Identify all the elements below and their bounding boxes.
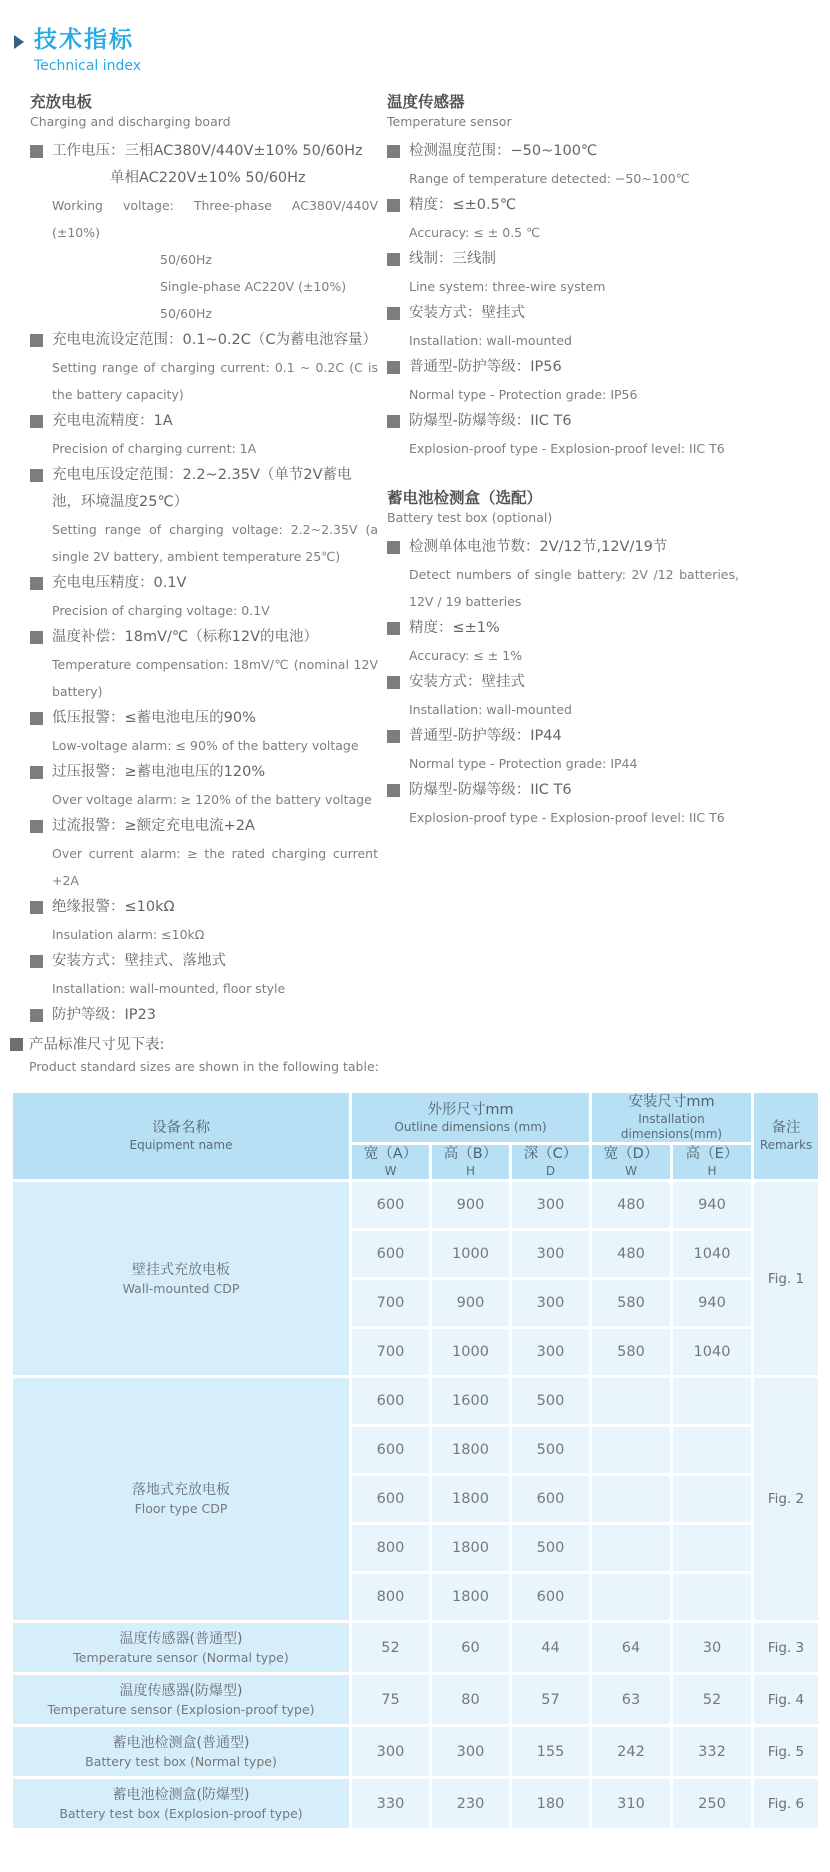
spec-line: [30, 516, 378, 570]
spec-text: 充电电流精度：1A: [52, 413, 173, 429]
col-width-d-header: [591, 1144, 672, 1181]
col-height-b-cn: 高（B）: [443, 1146, 498, 1162]
spec-text: 过压报警：≥蓄电池电压的120%: [52, 764, 266, 780]
col-height-e-cn: 高（E）: [685, 1146, 739, 1162]
table-note-cn-text: 产品标准尺寸见下表:: [29, 1037, 165, 1053]
square-bullet-icon: [30, 820, 43, 833]
square-bullet-icon: [387, 145, 400, 158]
spec-line: [30, 354, 378, 408]
spec-text: Range of temperature detected: −50~100℃: [409, 171, 690, 186]
dimension-cell: [672, 1377, 753, 1426]
square-bullet-icon: [30, 766, 43, 779]
col-height-b-en: H: [465, 1164, 476, 1178]
equipment-name-en: Wall-mounted CDP: [122, 1280, 240, 1296]
equipment-name-cn: 蓄电池检测盒(防爆型): [112, 1786, 250, 1803]
spec-line: [30, 462, 378, 516]
dimension-cell: 60: [431, 1622, 511, 1674]
dimension-cell: [591, 1377, 672, 1426]
spec-line: [387, 669, 739, 696]
spec-text: 50/60Hz: [160, 252, 212, 267]
spec-line: [387, 561, 739, 615]
dimension-cell: [591, 1573, 672, 1622]
dimension-cell: 1800: [431, 1475, 511, 1524]
spec-line: [387, 696, 739, 723]
square-bullet-icon: [30, 631, 43, 644]
equipment-name-cn: 温度传感器(防爆型): [119, 1682, 243, 1699]
dimension-cell: 800: [351, 1573, 431, 1622]
dimension-cell: 30: [672, 1622, 753, 1674]
spec-text: Detect numbers of single battery: 2V /12 batteries, 12V / 19 batteries: [409, 567, 739, 609]
spec-text: 普通型-防护等级：IP44: [409, 728, 562, 744]
spec-line: [387, 354, 739, 381]
spec-line: [30, 570, 378, 597]
dimension-cell: 600: [351, 1377, 431, 1426]
section-title-en: Charging and discharging board: [30, 114, 231, 129]
remark-cell: Fig. 3: [753, 1622, 820, 1674]
spec-section: [387, 92, 739, 462]
remarks-header-en: Remarks: [759, 1138, 813, 1152]
spec-text: 安装方式：壁挂式、落地式: [52, 953, 226, 969]
section-title-cn: 充放电板: [30, 93, 93, 111]
equipment-name-cell: [12, 1726, 351, 1778]
table-note-en: Product standard sizes are shown in the following table:: [29, 1059, 379, 1074]
equipment-name-en: Temperature sensor (Normal type): [73, 1649, 289, 1665]
spec-line: [387, 219, 739, 246]
spec-text: Accuracy: ≤ ± 1%: [409, 648, 523, 663]
dimension-cell: 64: [591, 1622, 672, 1674]
spec-text: Setting range of charging voltage: 2.2~2.35V (a single 2V battery, ambient temperature 25℃): [52, 522, 378, 564]
spec-text: 精度：≤±1%: [409, 620, 500, 636]
installation-dimensions-header-en: Installation dimensions(mm): [620, 1112, 723, 1141]
spec-line: [30, 1002, 378, 1028]
spec-line: [387, 273, 739, 300]
table-note: [0, 1034, 830, 1077]
dimension-cell: 310: [591, 1778, 672, 1830]
square-bullet-icon: [30, 145, 43, 158]
square-bullet-icon: [30, 712, 43, 725]
spec-line: [387, 246, 739, 273]
dimension-cell: 600: [351, 1230, 431, 1279]
page-title: 技术指标: [34, 27, 134, 53]
spec-line: [30, 948, 378, 975]
spec-line: [30, 813, 378, 840]
equipment-name-cn: 温度传感器(普通型): [119, 1630, 243, 1647]
dimension-cell: 480: [591, 1230, 672, 1279]
spec-line: [30, 165, 378, 192]
spec-line: [30, 921, 378, 948]
outline-dimensions-header: [351, 1092, 591, 1144]
page-header: [0, 0, 830, 76]
spec-line: [30, 975, 378, 1002]
dimension-cell: 300: [511, 1181, 591, 1230]
equipment-name-en: Battery test box (Normal type): [85, 1753, 277, 1769]
square-bullet-icon: [30, 1009, 43, 1022]
spec-text: 充电电流设定范围：0.1~0.2C（C为蓄电池容量）: [52, 332, 378, 348]
spec-text: 精度：≤±0.5℃: [409, 197, 517, 213]
spec-line: [387, 750, 739, 777]
spec-text: Normal type - Protection grade: IP44: [409, 756, 638, 771]
square-bullet-icon: [387, 199, 400, 212]
equipment-name-cn: 壁挂式充放电板: [132, 1261, 230, 1278]
spec-line: [387, 642, 739, 669]
spec-line: [387, 381, 739, 408]
spec-line: [30, 192, 378, 246]
dimension-cell: 330: [351, 1778, 431, 1830]
spec-text: 普通型-防护等级：IP56: [409, 359, 562, 375]
spec-text: Explosion-proof type - Explosion-proof level: IIC T6: [409, 441, 725, 456]
spec-text: 线制：三线制: [409, 251, 496, 267]
installation-dimensions-header-cn: 安装尺寸mm: [628, 1094, 715, 1110]
spec-line: [387, 615, 739, 642]
square-bullet-icon: [387, 415, 400, 428]
spec-line: [30, 651, 378, 705]
dimension-cell: 332: [672, 1726, 753, 1778]
dimension-cell: 900: [431, 1181, 511, 1230]
spec-text: Normal type - Protection grade: IP56: [409, 387, 638, 402]
size-table-body: [12, 1181, 820, 1830]
dimension-cell: 500: [511, 1426, 591, 1475]
spec-column-right: [387, 92, 739, 1028]
spec-text: 防爆型-防爆等级：IIC T6: [409, 413, 572, 429]
col-depth-c-cn: 深（C）: [523, 1146, 578, 1162]
spec-text: 工作电压：三相AC380V/440V±10% 50/60Hz: [52, 143, 363, 159]
dimension-cell: [672, 1573, 753, 1622]
remark-cell: Fig. 1: [753, 1181, 820, 1377]
dimension-cell: 250: [672, 1778, 753, 1830]
table-row: [12, 1778, 820, 1830]
spec-text: Working voltage: Three-phase AC380V/440V (±10%): [52, 198, 378, 240]
equipment-name-cn: 落地式充放电板: [132, 1482, 230, 1498]
dimension-cell: [672, 1426, 753, 1475]
spec-line: [387, 138, 739, 165]
dimension-cell: 1000: [431, 1328, 511, 1377]
dimension-cell: 1040: [672, 1328, 753, 1377]
dimension-cell: 300: [511, 1230, 591, 1279]
title-block: [34, 26, 141, 76]
spec-text: 单相AC220V±10% 50/60Hz: [110, 170, 306, 186]
size-table: [10, 1090, 821, 1831]
spec-text: Temperature compensation: 18mV/℃ (nominal 12V battery): [52, 657, 378, 699]
dimension-cell: 600: [351, 1181, 431, 1230]
dimension-cell: 63: [591, 1674, 672, 1726]
col-depth-c-header: [511, 1144, 591, 1181]
spec-line: [30, 840, 378, 894]
spec-text: 检测单体电池节数：2V/12节,12V/19节: [409, 539, 668, 555]
arrow-right-icon: [14, 35, 24, 49]
installation-dimensions-header: [591, 1092, 753, 1144]
dimension-cell: 300: [351, 1726, 431, 1778]
spec-text: 安装方式：壁挂式: [409, 674, 525, 690]
table-row: [12, 1674, 820, 1726]
spec-text: Insulation alarm: ≤10kΩ: [52, 927, 205, 942]
dimension-cell: 1800: [431, 1524, 511, 1573]
equipment-name-cell: [12, 1181, 351, 1377]
dimension-cell: 52: [672, 1674, 753, 1726]
remarks-header-cn: 备注: [771, 1120, 801, 1136]
spec-text: Over voltage alarm: ≥ 120% of the battery voltage: [52, 792, 372, 807]
dimension-cell: 1000: [431, 1230, 511, 1279]
equipment-name-cn: 蓄电池检测盒(普通型): [112, 1734, 250, 1751]
spec-text: Accuracy: ≤ ± 0.5 ℃: [409, 225, 541, 240]
dimension-cell: 300: [511, 1279, 591, 1328]
square-bullet-icon: [30, 955, 43, 968]
square-bullet-icon: [387, 541, 400, 554]
equipment-name-cell: [12, 1377, 351, 1622]
outline-dimensions-header-cn: 外形尺寸mm: [427, 1101, 514, 1118]
square-bullet-icon: [387, 253, 400, 266]
section-title-en: Battery test box (optional): [387, 510, 553, 525]
remark-cell: Fig. 5: [753, 1726, 820, 1778]
col-width-a-header: [351, 1144, 431, 1181]
spec-text: 防爆型-防爆等级：IIC T6: [409, 782, 572, 798]
square-bullet-icon: [387, 361, 400, 374]
table-row: [12, 1181, 820, 1230]
spec-text: 充电电压精度：0.1V: [52, 575, 187, 591]
equipment-name-cell: [12, 1622, 351, 1674]
col-height-b-header: [431, 1144, 511, 1181]
spec-line: [387, 165, 739, 192]
dimension-cell: 600: [511, 1475, 591, 1524]
dimension-cell: [672, 1475, 753, 1524]
remark-cell: Fig. 2: [753, 1377, 820, 1622]
remark-cell: Fig. 4: [753, 1674, 820, 1726]
equipment-name-en: Battery test box (Explosion-proof type): [59, 1805, 303, 1821]
equipment-name-header-cn: 设备名称: [152, 1120, 210, 1136]
spec-text: 充电电压设定范围：2.2~2.35V（单节2V蓄电池，环境温度25℃）: [52, 467, 352, 510]
spec-line: [30, 894, 378, 921]
section-title-cn: 蓄电池检测盒（选配）: [387, 489, 543, 507]
square-bullet-icon: [387, 784, 400, 797]
equipment-name-cell: [12, 1674, 351, 1726]
spec-line: [30, 408, 378, 435]
section-title-cn: 温度传感器: [387, 93, 465, 111]
dimension-cell: 75: [351, 1674, 431, 1726]
col-width-d-cn: 宽（D）: [603, 1146, 659, 1162]
dimension-cell: 940: [672, 1279, 753, 1328]
square-bullet-icon: [387, 676, 400, 689]
spec-line: [30, 759, 378, 786]
dimension-cell: 580: [591, 1328, 672, 1377]
spec-line: [387, 777, 739, 804]
square-bullet-icon: [387, 307, 400, 320]
spec-text: Explosion-proof type - Explosion-proof level: IIC T6: [409, 810, 725, 825]
spec-section: [387, 488, 739, 831]
spec-line: [30, 138, 378, 165]
spec-text: 温度补偿：18mV/℃（标称12V的电池）: [52, 629, 319, 645]
outline-dimensions-header-en: Outline dimensions (mm): [394, 1119, 547, 1134]
spec-line: [387, 804, 739, 831]
table-row: [12, 1377, 820, 1426]
dimension-cell: 600: [351, 1426, 431, 1475]
square-bullet-icon: [30, 415, 43, 428]
spec-line: [30, 273, 378, 327]
page-subtitle: Technical index: [34, 58, 142, 74]
spec-line: [387, 723, 739, 750]
table-row: [12, 1622, 820, 1674]
square-bullet-icon: [30, 901, 43, 914]
spec-line: [387, 408, 739, 435]
equipment-name-header: [12, 1092, 351, 1181]
dimension-cell: 800: [351, 1524, 431, 1573]
spec-line: [30, 705, 378, 732]
dimension-cell: 600: [511, 1573, 591, 1622]
header-row-groups: [12, 1092, 820, 1144]
table-note-cn: [10, 1034, 830, 1056]
square-bullet-icon: [387, 730, 400, 743]
square-bullet-icon: [30, 469, 43, 482]
spec-text: Single-phase AC220V (±10%) 50/60Hz: [160, 279, 347, 321]
dimension-cell: 500: [511, 1377, 591, 1426]
section-title-en: Temperature sensor: [387, 114, 512, 129]
spec-text: 安装方式：壁挂式: [409, 305, 525, 321]
dimension-cell: 57: [511, 1674, 591, 1726]
spec-column-left: [30, 92, 378, 1028]
equipment-name-en: Temperature sensor (Explosion-proof type): [47, 1701, 315, 1717]
spec-text: Over current alarm: ≥ the rated charging current +2A: [52, 846, 378, 888]
dimension-cell: 580: [591, 1279, 672, 1328]
col-height-e-header: [672, 1144, 753, 1181]
dimension-cell: [591, 1524, 672, 1573]
spec-section: [30, 92, 378, 1028]
spec-text: 绝缘报警：≤10kΩ: [52, 899, 175, 915]
dimension-cell: [591, 1426, 672, 1475]
spec-line: [30, 597, 378, 624]
dimension-cell: 230: [431, 1778, 511, 1830]
dimension-cell: 600: [351, 1475, 431, 1524]
col-width-a-cn: 宽（A）: [363, 1146, 418, 1162]
spec-line: [387, 534, 739, 561]
remark-cell: Fig. 6: [753, 1778, 820, 1830]
equipment-name-cell: [12, 1778, 351, 1830]
spec-line: [30, 246, 378, 273]
spec-line: [387, 435, 739, 462]
spec-text: 低压报警：≤蓄电池电压的90%: [52, 710, 256, 726]
dimension-cell: [591, 1475, 672, 1524]
spec-line: [30, 732, 378, 759]
spec-text: Precision of charging voltage: 0.1V: [52, 603, 270, 618]
col-height-e-en: H: [707, 1164, 717, 1178]
spec-text: Setting range of charging current: 0.1 ~ 0.2C (C is the battery capacity): [52, 360, 378, 402]
dimension-cell: 300: [431, 1726, 511, 1778]
spec-line: [387, 192, 739, 219]
dimension-cell: 44: [511, 1622, 591, 1674]
dimension-cell: 1040: [672, 1230, 753, 1279]
dimension-cell: 180: [511, 1778, 591, 1830]
dimension-cell: 80: [431, 1674, 511, 1726]
spec-text: Installation: wall-mounted, floor style: [52, 981, 286, 996]
dimension-cell: 940: [672, 1181, 753, 1230]
size-table-header: [12, 1092, 820, 1181]
spec-line: [387, 327, 739, 354]
dimension-cell: 700: [351, 1279, 431, 1328]
dimension-cell: 242: [591, 1726, 672, 1778]
table-row: [12, 1726, 820, 1778]
spec-text: Line system: three-wire system: [409, 279, 606, 294]
spec-line: [30, 624, 378, 651]
spec-text: 检测温度范围：−50~100℃: [409, 143, 598, 159]
spec-line: [387, 300, 739, 327]
spec-line: [30, 786, 378, 813]
spec-text: Low-voltage alarm: ≤ 90% of the battery voltage: [52, 738, 359, 753]
spec-text: Installation: wall-mounted: [409, 333, 572, 348]
remarks-header: [753, 1092, 820, 1181]
equipment-name-en: Floor type CDP: [134, 1501, 228, 1516]
equipment-name-header-en: Equipment name: [129, 1138, 233, 1152]
spec-line: [30, 327, 378, 354]
col-depth-c-en: D: [545, 1164, 556, 1178]
spec-text: Installation: wall-mounted: [409, 702, 572, 717]
dimension-cell: 1800: [431, 1426, 511, 1475]
dimension-cell: 1800: [431, 1573, 511, 1622]
spec-line: [30, 435, 378, 462]
dimension-cell: 700: [351, 1328, 431, 1377]
spec-text: 防护等级：IP23: [52, 1007, 156, 1023]
dimension-cell: 900: [431, 1279, 511, 1328]
spec-text: Precision of charging current: 1A: [52, 441, 257, 456]
spec-text: 过流报警：≥额定充电电流+2A: [52, 818, 255, 834]
square-bullet-icon: [387, 622, 400, 635]
dimension-cell: 480: [591, 1181, 672, 1230]
dimension-cell: 500: [511, 1524, 591, 1573]
col-width-a-en: W: [384, 1164, 397, 1178]
col-width-d-en: W: [625, 1164, 637, 1178]
dimension-cell: 300: [511, 1328, 591, 1377]
square-bullet-icon: [10, 1038, 23, 1051]
square-bullet-icon: [30, 577, 43, 590]
dimension-cell: 52: [351, 1622, 431, 1674]
square-bullet-icon: [30, 334, 43, 347]
dimension-cell: [672, 1524, 753, 1573]
dimension-cell: 155: [511, 1726, 591, 1778]
spec-columns: [0, 76, 830, 1028]
dimension-cell: 1600: [431, 1377, 511, 1426]
